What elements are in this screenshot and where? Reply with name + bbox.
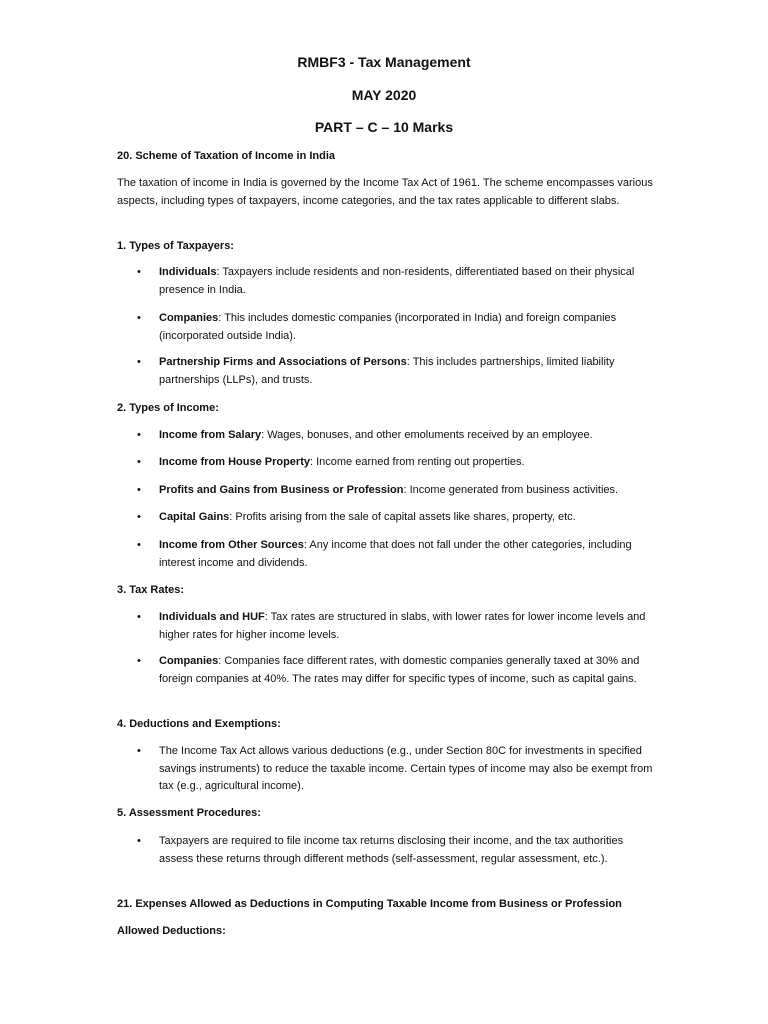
section-4-title: 4. Deductions and Exemptions: <box>117 718 281 730</box>
bullet-icon: • <box>137 266 141 278</box>
question-21-title: 21. Expenses Allowed as Deductions in Computing Taxable Income from Business or Profession <box>117 898 622 910</box>
list-item: Capital Gains: Profits arising from the sale of capital assets like shares, property, etc. <box>159 511 576 523</box>
section-3-title: 3. Tax Rates: <box>117 584 185 596</box>
section-1-title: 1. Types of Taxpayers: <box>117 240 234 252</box>
list-item: Individuals: Taxpayers include residents and non-residents, differentiated based on their physical presence in India. <box>159 266 635 296</box>
list-item: Income from House Property: Income earned from renting out properties. <box>159 456 525 468</box>
bullet-icon: • <box>137 655 141 667</box>
list-item: Individuals and HUF: Tax rates are structured in slabs, with lower rates for lower income levels and higher rates for higher income levels. <box>159 611 646 641</box>
bullet-icon: • <box>137 429 141 441</box>
exam-session: MAY 2020 <box>351 87 417 103</box>
bullet-icon: • <box>137 539 141 551</box>
list-item: Companies: Companies face different rates, with domestic companies generally taxed at 30% and foreign companies at 40%. The rates may differ for specific types of income, such as capital gains. <box>159 655 640 685</box>
bullet-icon: • <box>137 745 141 757</box>
list-item: The Income Tax Act allows various deductions (e.g., under Section 80C for investments in specified savings instruments) to reduce the taxable income. Certain types of income may also be exempt from tax (e.g., agricultural income). <box>159 745 653 792</box>
section-5-title: 5. Assessment Procedures: <box>117 807 261 819</box>
list-item: Taxpayers are required to file income tax returns disclosing their income, and the tax authorities assess these returns through different methods (self-assessment, regular assessment, etc.). <box>159 835 624 865</box>
list-item: Income from Salary: Wages, bonuses, and other emoluments received by an employee. <box>159 429 593 441</box>
list-item: Profits and Gains from Business or Profession: Income generated from business activities. <box>159 484 619 496</box>
list-item: Income from Other Sources: Any income that does not fall under the other categories, including interest income and dividends. <box>159 539 632 569</box>
question-20-title: 20. Scheme of Taxation of Income in India <box>117 150 336 162</box>
allowed-deductions-subtitle: Allowed Deductions: <box>117 925 226 937</box>
list-item: Partnership Firms and Associations of Persons: This includes partnerships, limited liability partnerships (LLPs), and trusts. <box>159 356 615 386</box>
bullet-icon: • <box>137 456 141 468</box>
bullet-icon: • <box>137 835 141 847</box>
question-20-intro: The taxation of income in India is governed by the Income Tax Act of 1961. The scheme encompasses various aspects, including types of taxpayers, income categories, and the tax rates applicable to different slabs. <box>117 177 653 207</box>
bullet-icon: • <box>137 312 141 324</box>
list-item: Companies: This includes domestic companies (incorporated in India) and foreign companies (incorporated outside India). <box>159 312 617 342</box>
course-title: RMBF3 - Tax Management <box>297 54 471 70</box>
bullet-icon: • <box>137 484 141 496</box>
bullet-icon: • <box>137 611 141 623</box>
section-2-title: 2. Types of Income: <box>117 402 219 414</box>
bullet-icon: • <box>137 356 141 368</box>
bullet-icon: • <box>137 511 141 523</box>
part-title: PART – C – 10 Marks <box>314 119 454 135</box>
